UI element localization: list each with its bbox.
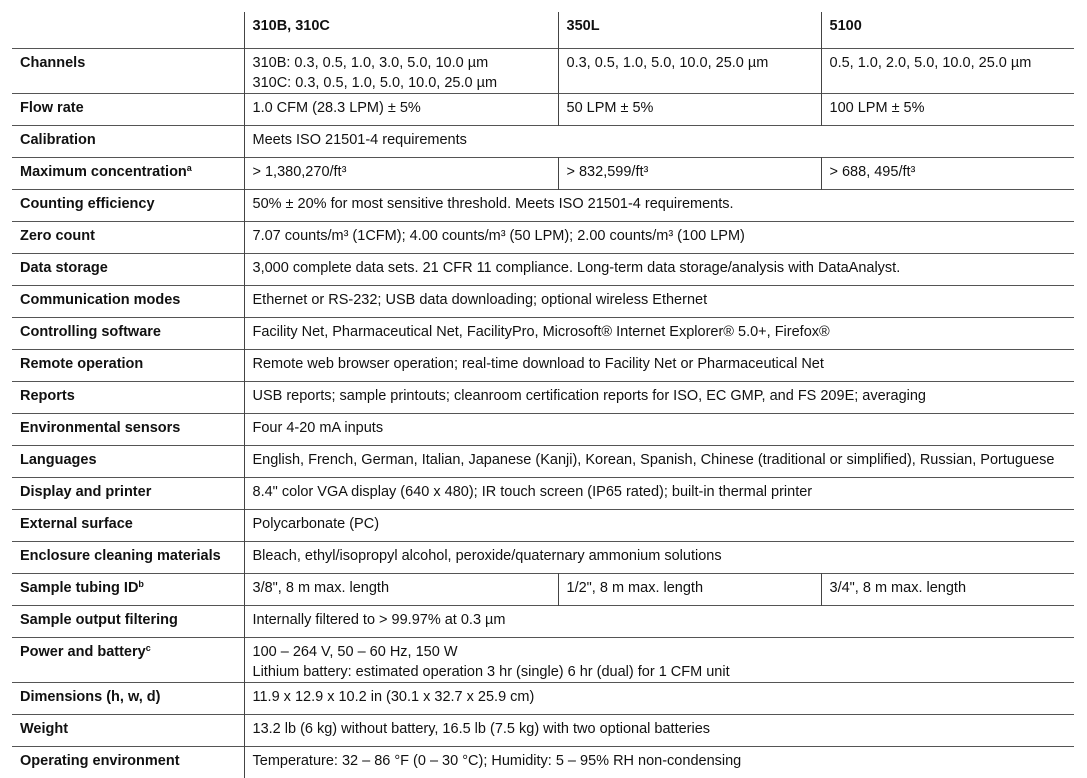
spec-value-line: 50 LPM ± 5% [567, 98, 821, 118]
spec-value-line: Temperature: 32 – 86 °F (0 – 30 °C); Humidity: 5 – 95% RH non-condensing [253, 751, 1075, 771]
spec-value-line: 13.2 lb (6 kg) without battery, 16.5 lb (7.5 kg) with two optional batteries [253, 719, 1075, 739]
spec-row [12, 382, 1074, 414]
spec-row [12, 222, 1074, 254]
spec-value-line: > 688, 495/ft³ [830, 162, 1075, 182]
spec-label [12, 542, 244, 574]
spec-value [244, 606, 1074, 638]
spec-label [12, 747, 244, 778]
spec-value [821, 574, 1074, 606]
spec-value-line: 3/4", 8 m max. length [830, 578, 1075, 598]
spec-value-line: 310B: 0.3, 0.5, 1.0, 3.0, 5.0, 10.0 µm [253, 53, 558, 73]
spec-label [12, 158, 244, 190]
spec-label-text: Flow rate [20, 100, 84, 116]
spec-value-line: Four 4-20 mA inputs [253, 418, 1075, 438]
spec-value [821, 49, 1074, 94]
footnote-marker: a [187, 163, 192, 173]
spec-value [244, 286, 1074, 318]
spec-label-text: Controlling software [20, 324, 161, 340]
spec-row [12, 747, 1074, 778]
spec-label [12, 350, 244, 382]
spec-row [12, 414, 1074, 446]
spec-value [244, 158, 558, 190]
spec-value [244, 49, 558, 94]
spec-value-line: 7.07 counts/m³ (1CFM); 4.00 counts/m³ (50 LPM); 2.00 counts/m³ (100 LPM) [253, 226, 1075, 246]
spec-value-line: 0.5, 1.0, 2.0, 5.0, 10.0, 25.0 µm [830, 53, 1075, 73]
spec-row [12, 715, 1074, 747]
spec-row [12, 318, 1074, 350]
spec-row [12, 683, 1074, 715]
spec-value [244, 254, 1074, 286]
spec-value-line: Remote web browser operation; real-time download to Facility Net or Pharmaceutical Net [253, 354, 1075, 374]
spec-label-text: Power and battery [20, 644, 146, 660]
spec-value-line: Ethernet or RS-232; USB data downloading; optional wireless Ethernet [253, 290, 1075, 310]
spec-value [244, 683, 1074, 715]
spec-value [244, 638, 1074, 683]
spec-value [244, 190, 1074, 222]
spec-label-text: Display and printer [20, 484, 151, 500]
spec-value [244, 318, 1074, 350]
spec-value-line: Internally filtered to > 99.97% at 0.3 µm [253, 610, 1075, 630]
spec-value-line: Facility Net, Pharmaceutical Net, FacilityPro, Microsoft® Internet Explorer® 5.0+, Firefox® [253, 322, 1075, 342]
header-5100: 5100 [821, 12, 1074, 49]
spec-label-text: Enclosure cleaning materials [20, 548, 221, 564]
spec-value-line: 50% ± 20% for most sensitive threshold. Meets ISO 21501-4 requirements. [253, 194, 1075, 214]
spec-value [244, 715, 1074, 747]
spec-label-text: Languages [20, 452, 97, 468]
spec-value [244, 478, 1074, 510]
spec-row [12, 510, 1074, 542]
spec-value [244, 94, 558, 126]
spec-value-line: 1.0 CFM (28.3 LPM) ± 5% [253, 98, 558, 118]
header-blank [12, 12, 244, 49]
spec-label [12, 446, 244, 478]
spec-label [12, 683, 244, 715]
spec-label [12, 510, 244, 542]
spec-label [12, 94, 244, 126]
spec-row [12, 350, 1074, 382]
spec-value-line: 3,000 complete data sets. 21 CFR 11 compliance. Long-term data storage/analysis with DataAnalyst. [253, 258, 1075, 278]
spec-label-text: Dimensions (h, w, d) [20, 689, 160, 705]
spec-row [12, 606, 1074, 638]
spec-value-line: 3/8", 8 m max. length [253, 578, 558, 598]
spec-value [244, 382, 1074, 414]
spec-value [558, 574, 821, 606]
spec-row [12, 478, 1074, 510]
spec-label-text: Channels [20, 55, 85, 71]
spec-value [244, 350, 1074, 382]
spec-label-text: Operating environment [20, 753, 180, 769]
spec-row [12, 446, 1074, 478]
spec-row [12, 158, 1074, 190]
spec-row [12, 190, 1074, 222]
spec-value [244, 747, 1074, 778]
spec-label [12, 286, 244, 318]
spec-label-text: Remote operation [20, 356, 143, 372]
spec-label [12, 715, 244, 747]
footnote-marker: c [146, 643, 151, 653]
spec-value [244, 510, 1074, 542]
spec-row [12, 49, 1074, 94]
spec-label [12, 254, 244, 286]
spec-table [12, 12, 1074, 778]
footnote-marker: b [138, 579, 144, 589]
spec-row [12, 574, 1074, 606]
spec-label-text: Maximum concentration [20, 164, 187, 180]
spec-label [12, 606, 244, 638]
spec-value-line: English, French, German, Italian, Japanese (Kanji), Korean, Spanish, Chinese (traditional or simplified), Russian, Portuguese [253, 450, 1075, 470]
spec-value [558, 49, 821, 94]
spec-label [12, 638, 244, 683]
spec-value [244, 446, 1074, 478]
spec-value [244, 542, 1074, 574]
spec-label [12, 190, 244, 222]
header-row [12, 12, 1074, 49]
spec-row [12, 94, 1074, 126]
spec-value-line: Bleach, ethyl/isopropyl alcohol, peroxide/quaternary ammonium solutions [253, 546, 1075, 566]
spec-label [12, 478, 244, 510]
spec-value [244, 574, 558, 606]
spec-row [12, 542, 1074, 574]
spec-label-text: Sample output filtering [20, 612, 178, 628]
spec-value-line: Polycarbonate (PC) [253, 514, 1075, 534]
spec-label [12, 574, 244, 606]
spec-value [244, 414, 1074, 446]
spec-label-text: Counting efficiency [20, 196, 155, 212]
spec-value [558, 94, 821, 126]
spec-label-text: Data storage [20, 260, 108, 276]
spec-row [12, 286, 1074, 318]
spec-value-line: 8.4" color VGA display (640 x 480); IR touch screen (IP65 rated); built-in thermal printer [253, 482, 1075, 502]
spec-label [12, 318, 244, 350]
spec-label-text: Zero count [20, 228, 95, 244]
spec-value-line: 100 – 264 V, 50 – 60 Hz, 150 W [253, 642, 1075, 662]
spec-label-text: External surface [20, 516, 133, 532]
spec-value-line: 100 LPM ± 5% [830, 98, 1075, 118]
spec-label [12, 382, 244, 414]
spec-label-text: Environmental sensors [20, 420, 180, 436]
spec-label-text: Weight [20, 721, 68, 737]
spec-value [244, 222, 1074, 254]
spec-value-line: Lithium battery: estimated operation 3 hr (single) 6 hr (dual) for 1 CFM unit [253, 662, 1075, 682]
spec-value [558, 158, 821, 190]
spec-value [821, 94, 1074, 126]
header-310b-310c: 310B, 310C [244, 12, 558, 49]
spec-value-line: USB reports; sample printouts; cleanroom certification reports for ISO, EC GMP, and FS 209E; averaging [253, 386, 1075, 406]
spec-value-line: > 1,380,270/ft³ [253, 162, 558, 182]
spec-label-text: Communication modes [20, 292, 180, 308]
spec-label [12, 414, 244, 446]
spec-value-line: 11.9 x 12.9 x 10.2 in (30.1 x 32.7 x 25.9 cm) [253, 687, 1075, 707]
spec-value-line: 1/2", 8 m max. length [567, 578, 821, 598]
spec-value-line: > 832,599/ft³ [567, 162, 821, 182]
spec-row [12, 638, 1074, 683]
header-350l: 350L [558, 12, 821, 49]
spec-value [821, 158, 1074, 190]
spec-body [12, 49, 1074, 778]
spec-value-line: 0.3, 0.5, 1.0, 5.0, 10.0, 25.0 µm [567, 53, 821, 73]
spec-label-text: Reports [20, 388, 75, 404]
spec-label [12, 126, 244, 158]
spec-label [12, 49, 244, 94]
spec-value [244, 126, 1074, 158]
spec-label [12, 222, 244, 254]
spec-row [12, 254, 1074, 286]
spec-label-text: Sample tubing ID [20, 580, 138, 596]
spec-value-line: 310C: 0.3, 0.5, 1.0, 5.0, 10.0, 25.0 µm [253, 73, 558, 93]
spec-label-text: Calibration [20, 132, 96, 148]
spec-row [12, 126, 1074, 158]
spec-value-line: Meets ISO 21501-4 requirements [253, 130, 1075, 150]
